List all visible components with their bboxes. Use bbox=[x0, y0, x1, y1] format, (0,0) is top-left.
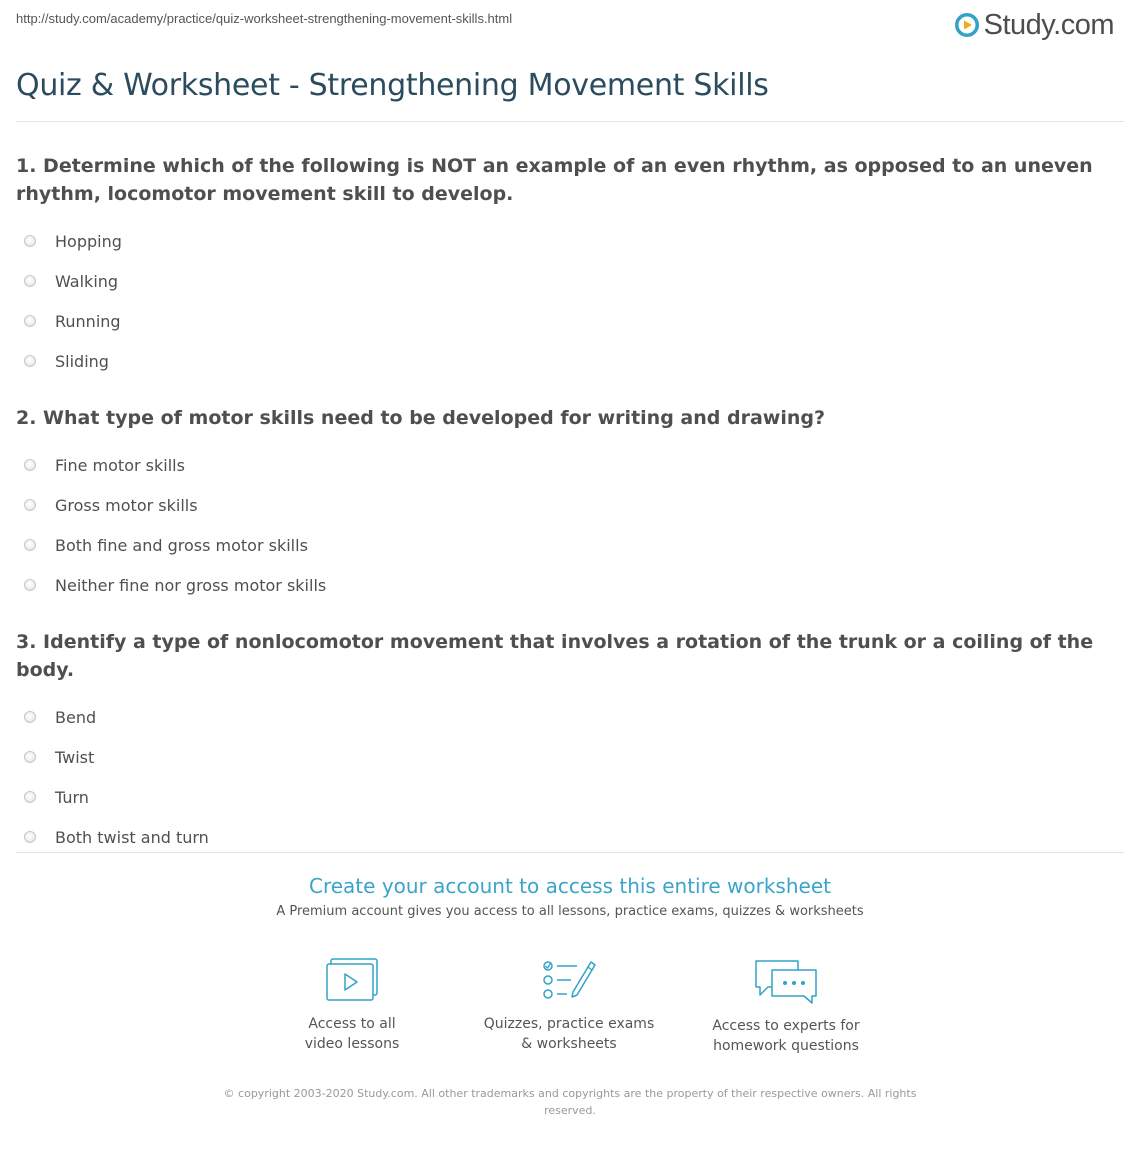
feature-video-lessons bbox=[252, 958, 452, 1054]
feature-label-line: Access to experts for bbox=[712, 1018, 860, 1034]
radio-button[interactable] bbox=[24, 831, 36, 843]
page-url: http://study.com/academy/practice/quiz-worksheet-strengthening-movement-skills.html bbox=[16, 11, 513, 26]
cta-subtitle: A Premium account gives you access to all lessons, practice exams, quizzes & worksheets bbox=[276, 904, 864, 919]
quiz-checklist-icon bbox=[541, 958, 597, 1002]
feature-label bbox=[252, 1014, 452, 1054]
logo-text: Study.com bbox=[983, 8, 1114, 41]
question-2 bbox=[16, 404, 1116, 605]
copyright-notice: © copyright 2003-2020 Study.com. All other trademarks and copyrights are the property of their respective owners. All rights reserved. bbox=[223, 1087, 917, 1117]
study-logo[interactable] bbox=[954, 8, 1114, 42]
answer-label: Both fine and gross motor skills bbox=[55, 535, 308, 555]
radio-button[interactable] bbox=[24, 355, 36, 367]
feature-label-line: Access to all bbox=[308, 1016, 396, 1032]
answer-option[interactable] bbox=[16, 261, 1116, 301]
answer-options bbox=[16, 697, 1116, 857]
feature-label-line: Quizzes, practice exams bbox=[483, 1016, 655, 1032]
radio-button[interactable] bbox=[24, 711, 36, 723]
radio-button[interactable] bbox=[24, 459, 36, 471]
create-account-link[interactable]: Create your account to access this entire worksheet bbox=[309, 874, 831, 898]
answer-option[interactable] bbox=[16, 485, 1116, 525]
question-3 bbox=[16, 628, 1116, 857]
feature-label bbox=[469, 1014, 669, 1054]
radio-button[interactable] bbox=[24, 751, 36, 763]
radio-button[interactable] bbox=[24, 791, 36, 803]
feature-label bbox=[686, 1016, 886, 1056]
chat-bubbles-icon bbox=[754, 958, 818, 1004]
answer-option[interactable] bbox=[16, 221, 1116, 261]
answer-label: Walking bbox=[55, 271, 119, 291]
answer-label: Gross motor skills bbox=[55, 495, 198, 515]
answer-label: Hopping bbox=[55, 231, 122, 251]
answer-option[interactable] bbox=[16, 565, 1116, 605]
page-title: Quiz & Worksheet - Strengthening Movement Skills bbox=[16, 68, 769, 103]
feature-label-line: homework questions bbox=[713, 1038, 859, 1054]
question-text: 2. What type of motor skills need to be developed for writing and drawing? bbox=[16, 407, 825, 429]
answer-option[interactable] bbox=[16, 301, 1116, 341]
feature-experts bbox=[686, 958, 886, 1056]
answer-option[interactable] bbox=[16, 525, 1116, 565]
answer-label: Neither fine nor gross motor skills bbox=[55, 575, 327, 595]
radio-button[interactable] bbox=[24, 579, 36, 591]
answer-option[interactable] bbox=[16, 697, 1116, 737]
answer-option[interactable] bbox=[16, 341, 1116, 381]
answer-label: Bend bbox=[55, 707, 97, 727]
premium-cta bbox=[0, 874, 1140, 919]
answer-label: Twist bbox=[55, 747, 95, 767]
radio-button[interactable] bbox=[24, 315, 36, 327]
feature-list bbox=[0, 958, 1140, 1058]
video-lesson-icon bbox=[325, 958, 379, 1002]
answer-option[interactable] bbox=[16, 777, 1116, 817]
radio-button[interactable] bbox=[24, 235, 36, 247]
feature-quizzes bbox=[469, 958, 669, 1054]
cta-divider bbox=[16, 852, 1124, 853]
answer-label: Turn bbox=[55, 787, 89, 807]
radio-button[interactable] bbox=[24, 539, 36, 551]
answer-option[interactable] bbox=[16, 445, 1116, 485]
answer-label: Running bbox=[55, 311, 121, 331]
title-divider bbox=[16, 121, 1124, 122]
feature-label-line: video lessons bbox=[304, 1036, 400, 1052]
answer-label: Both twist and turn bbox=[55, 827, 209, 847]
answer-label: Sliding bbox=[55, 351, 109, 371]
feature-label-line: & worksheets bbox=[521, 1036, 617, 1052]
play-logo-icon bbox=[954, 12, 980, 38]
question-1 bbox=[16, 152, 1116, 381]
answer-label: Fine motor skills bbox=[55, 455, 185, 475]
question-text: 1. Determine which of the following is NOT an example of an even rhythm, as opposed to an uneven rhythm, locomotor movement skill to develop. bbox=[16, 155, 1093, 205]
answer-option[interactable] bbox=[16, 737, 1116, 777]
question-text: 3. Identify a type of nonlocomotor movement that involves a rotation of the trunk or a coiling of the body. bbox=[16, 631, 1094, 681]
radio-button[interactable] bbox=[24, 275, 36, 287]
answer-option[interactable] bbox=[16, 817, 1116, 857]
answer-options bbox=[16, 221, 1116, 381]
radio-button[interactable] bbox=[24, 499, 36, 511]
answer-options bbox=[16, 445, 1116, 605]
